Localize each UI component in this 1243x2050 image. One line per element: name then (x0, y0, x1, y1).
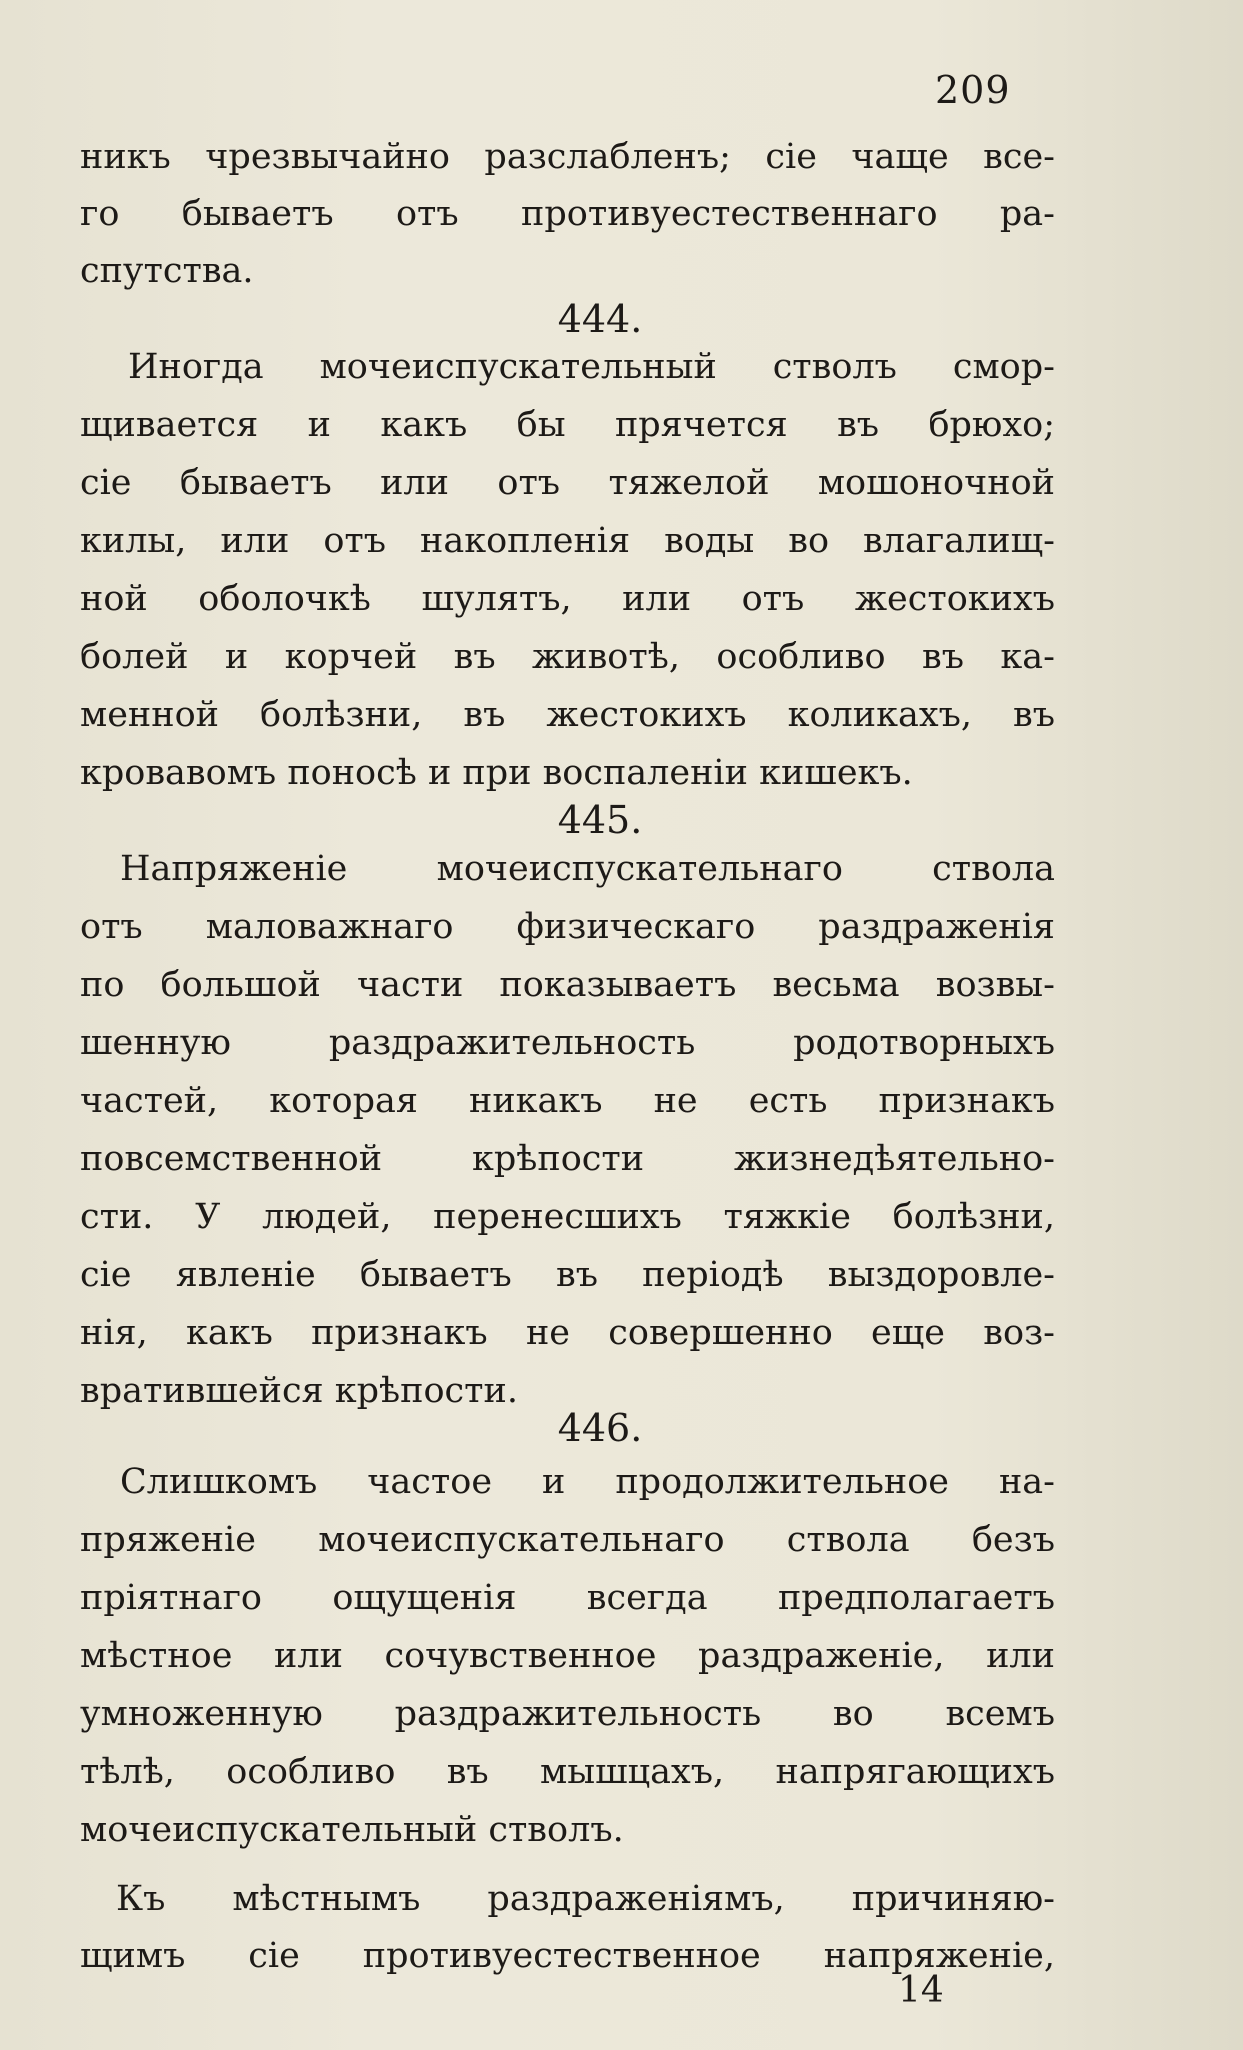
signature-mark: 14 (898, 1970, 944, 2011)
text-line: пріятнаго ощущенія всегда предполагаетъ (80, 1578, 1055, 1618)
text-line: Напряженіе мочеиспускательнаго ствола (120, 849, 1055, 889)
section-number: 444. (557, 297, 643, 341)
text-line: сти. У людей, перенесшихъ тяжкіе болѣзни, (80, 1197, 1055, 1237)
text-line: повсемственной крѣпости жизнедѣятельно- (80, 1139, 1055, 1179)
text-line: никъ чрезвычайно разслабленъ; сіе чаще все- (80, 137, 1055, 177)
text-line: Иногда мочеиспускательный стволъ смор- (128, 347, 1055, 387)
text-line: кровавомъ поносѣ и при воспаленіи кишекъ. (80, 753, 913, 793)
text-line: килы, или отъ накопленія воды во влагалищ- (80, 521, 1055, 561)
text-line: отъ маловажнаго физическаго раздраженія (80, 907, 1055, 947)
section-number: 446. (557, 1406, 643, 1450)
text-line: щивается и какъ бы прячется въ брюхо; (80, 405, 1055, 445)
text-line: щимъ сіе противуестественное напряженіе, (80, 1936, 1055, 1976)
text-line: тѣлѣ, особливо въ мышцахъ, напрягающихъ (80, 1752, 1055, 1792)
text-line: менной болѣзни, въ жестокихъ коликахъ, въ (80, 695, 1055, 735)
text-line: Къ мѣстнымъ раздраженіямъ, причиняю- (116, 1879, 1055, 1919)
text-line: го бываетъ отъ противуестественнаго ра- (80, 194, 1055, 234)
text-line: сіе бываетъ или отъ тяжелой мошоночной (80, 463, 1055, 503)
text-line: болей и корчей въ животѣ, особливо въ ка- (80, 637, 1055, 677)
text-line: умноженную раздражительность во всемъ (80, 1694, 1055, 1734)
text-line: мѣстное или сочувственное раздраженіе, или (80, 1636, 1055, 1676)
text-line: шенную раздражительность родотворныхъ (80, 1023, 1055, 1063)
text-line: вратившейся крѣпости. (80, 1371, 518, 1411)
text-line: спутства. (80, 251, 254, 291)
text-line: Слишкомъ частое и продолжительное на- (120, 1462, 1055, 1502)
text-line: по большой части показываетъ весьма возвы- (80, 965, 1055, 1005)
text-line: частей, которая никакъ не есть признакъ (80, 1081, 1055, 1121)
text-line: мочеиспускательный стволъ. (80, 1810, 624, 1850)
text-line: ной оболочкѣ шулятъ, или отъ жестокихъ (80, 579, 1055, 619)
text-line: нія, какъ признакъ не совершенно еще воз- (80, 1313, 1055, 1353)
section-number: 445. (557, 798, 643, 842)
page-number: 209 (935, 68, 1011, 112)
text-line: пряженіе мочеиспускательнаго ствола безъ (80, 1520, 1055, 1560)
text-line: сіе явленіе бываетъ въ періодѣ выздоровле- (80, 1255, 1055, 1295)
